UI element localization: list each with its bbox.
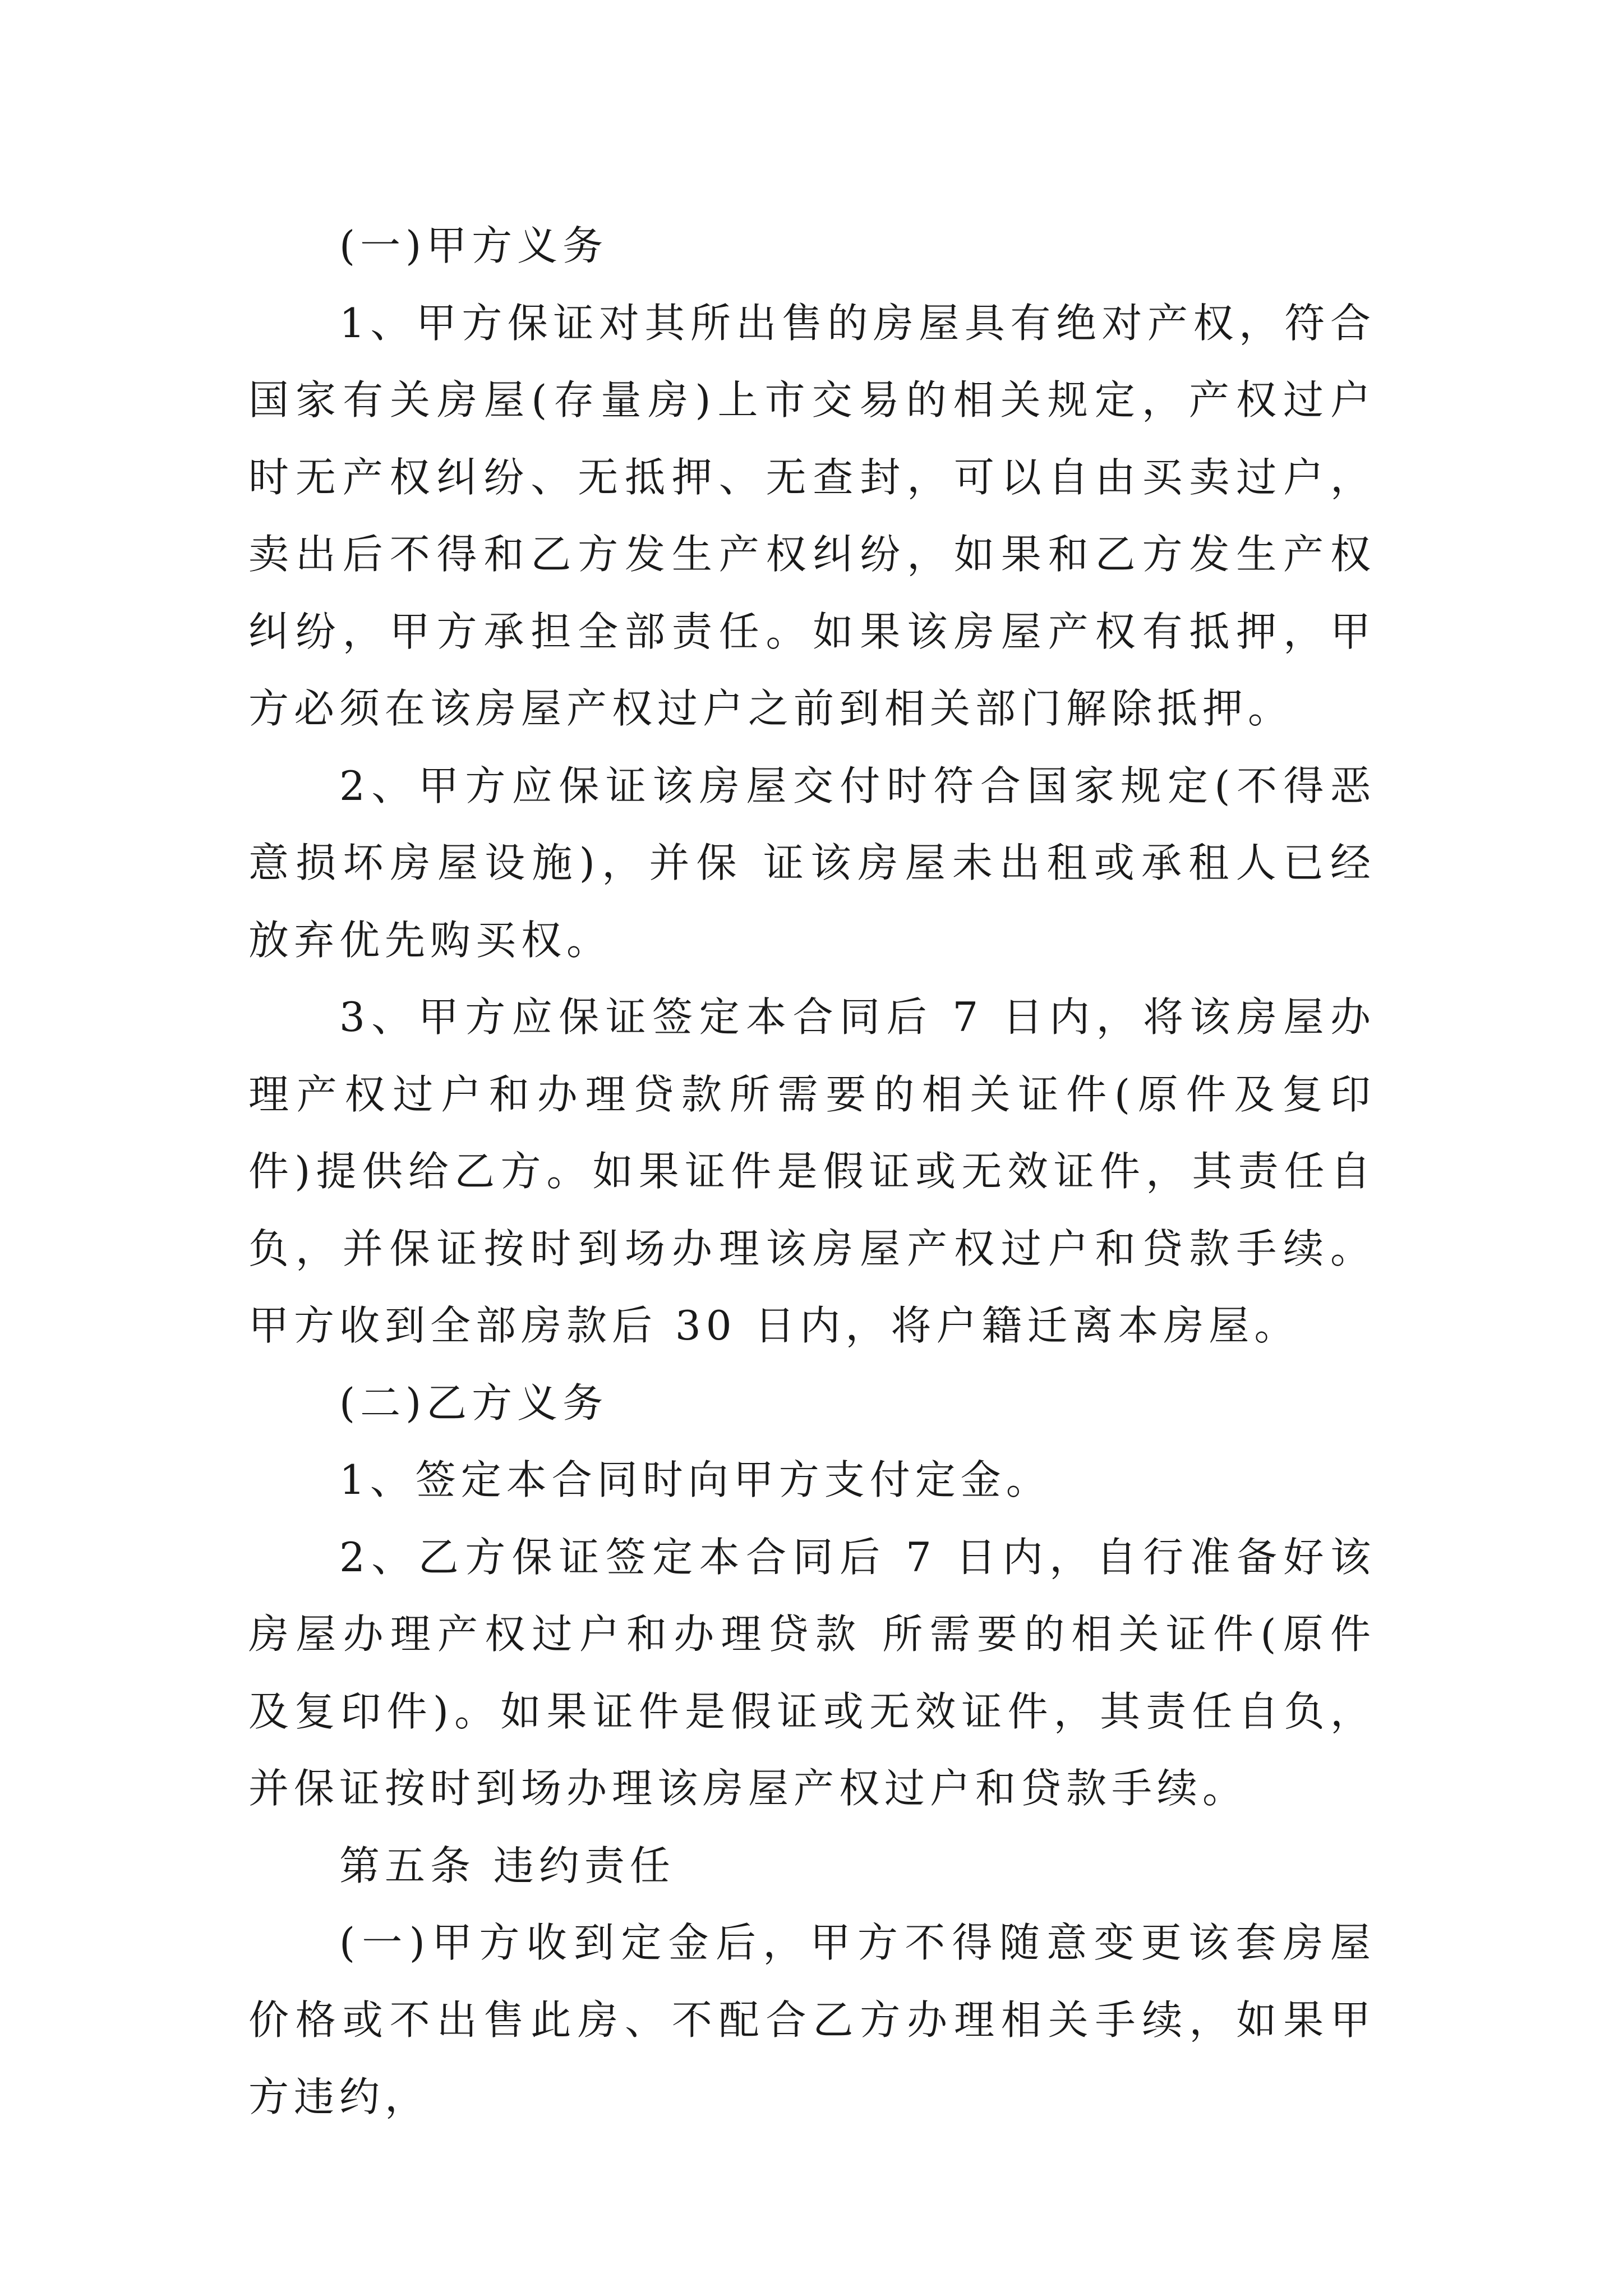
clause-paragraph: 2、乙方保证签定本合同后 7 日内，自行准备好该房屋办理产权过户和办理贷款 所需要的相关证件(原件及复印件)。如果证件是假证或无效证件，其责任自负，并保证按时到场办理该房屋产权过户和贷款手续。 [248,1533,1376,1812]
clause-paragraph: 1、签定本合同时向甲方支付定金。 [339,1456,1052,1503]
clause-paragraph: (一)甲方收到定金后，甲方不得随意变更该套房屋价格或不出售此房、不配合乙方办理相关手续，如果甲方违约， [248,1919,1376,2120]
section-heading-party-b-obligations: (二)乙方义务 [339,1379,608,1427]
clause-paragraph: 1、甲方保证对其所出售的房屋具有绝对产权，符合国家有关房屋(存量房)上市交易的相关规定，产权过户时无产权纠纷、无抵押、无查封，可以自由买卖过户，卖出后不得和乙方发生产权纠纷，如果和乙方发生产权纠纷，甲方承担全部责任。如果该房屋产权有抵押，甲方必须在该房屋产权过户之前到相关部门解除抵押。 [248,299,1376,732]
clause-paragraph: 2、甲方应保证该房屋交付时符合国家规定(不得恶意损坏房屋设施)，并保 证该房屋未出租或承租人已经放弃优先购买权。 [248,762,1376,964]
article-heading-breach-liability: 第五条 违约责任 [339,1842,675,1889]
document-body [248,208,1376,2136]
clause-paragraph: 3、甲方应保证签定本合同后 7 日内，将该房屋办理产权过户和办理贷款所需要的相关证件(原件及复印件)提供给乙方。如果证件是假证或无效证件，其责任自负，并保证按时到场办理该房屋产权过户和贷款手续。甲方收到全部房款后 30 日内，将户籍迁离本房屋。 [248,993,1376,1349]
section-heading-party-a-obligations: (一)甲方义务 [339,222,608,269]
